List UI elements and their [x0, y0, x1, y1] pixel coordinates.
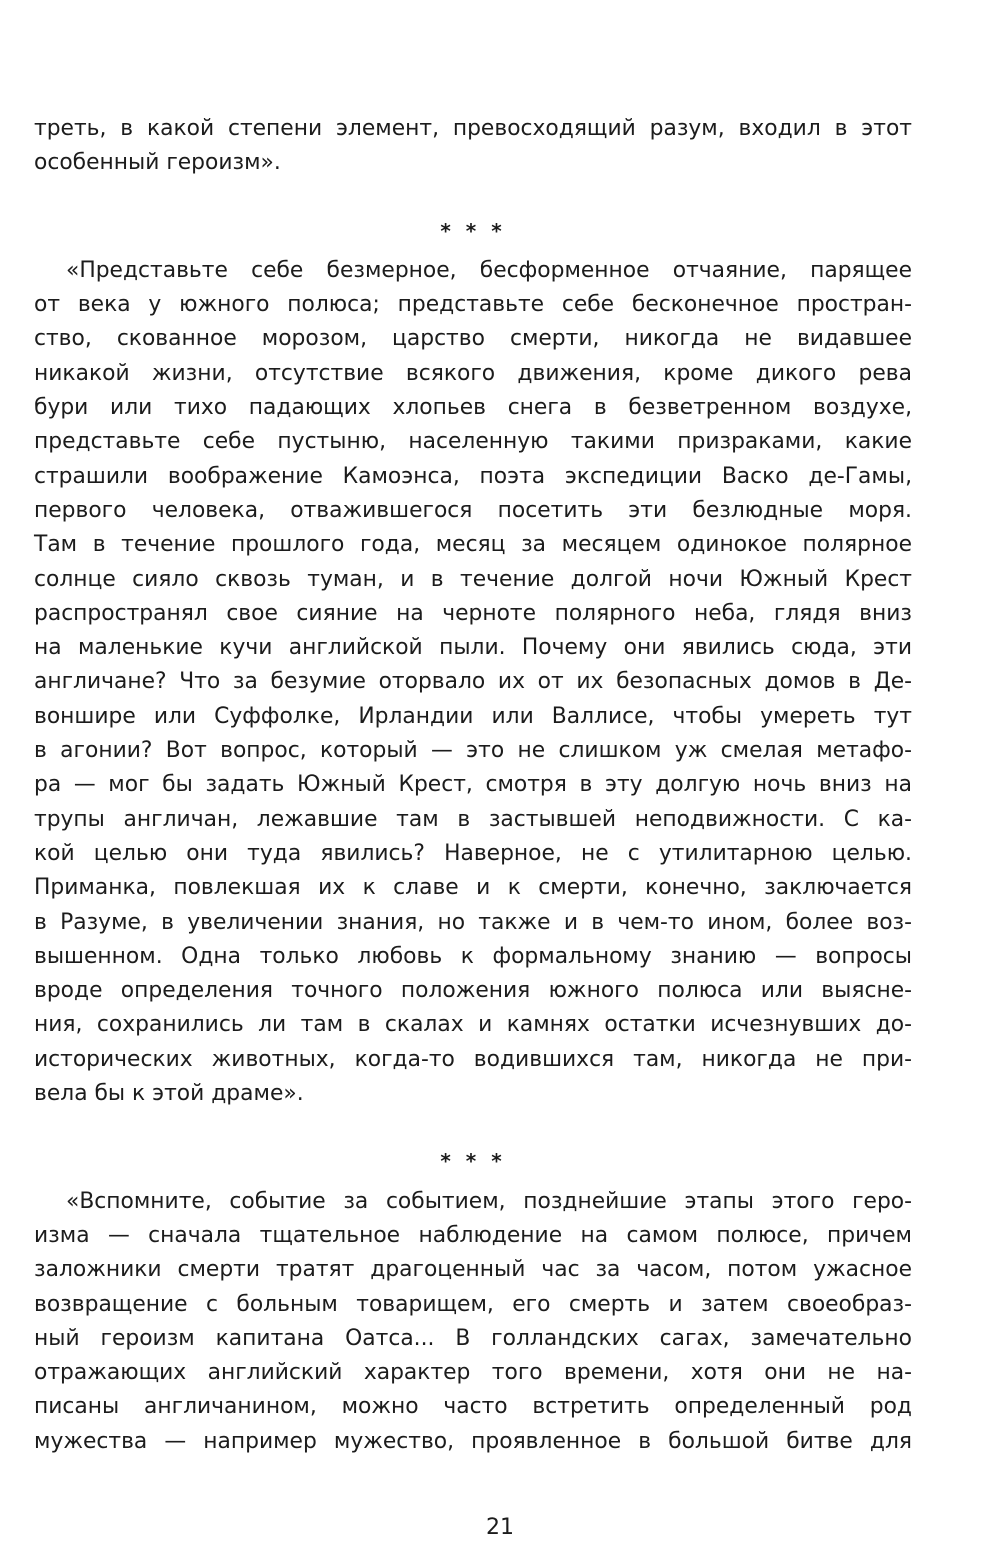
text-line: заложники смерти тратят драгоценный час за часом, потом ужасное [34, 1257, 912, 1283]
text-line: исторических животных, когда-то водившихся там, никогда не при- [34, 1046, 912, 1072]
text-line: вела бы к этой драме». [34, 1081, 304, 1107]
text-line: в агонии? Вот вопрос, который — это не слишком уж смелая метафо- [34, 738, 912, 764]
text-line: вышенном. Одна только любовь к формальному знанию — вопросы [34, 943, 912, 969]
text-line: бури или тихо падающих хлопьев снега в безветренном воздухе, [34, 395, 912, 421]
text-line: англичане? Что за безумие оторвало их от их безопасных домов в Де- [34, 669, 912, 695]
section-separator: * * * [440, 1149, 506, 1174]
text-line: изма — сначала тщательное наблюдение на самом полюсе, причем [34, 1222, 912, 1248]
text-line: воншире или Суффолке, Ирландии или Валлисе, чтобы умереть тут [34, 703, 912, 729]
text-line: возвращение с больным товарищем, его смерть и затем своеобраз- [34, 1291, 912, 1317]
text-line: Приманка, повлекшая их к славе и к смерти, конечно, заключается [34, 875, 912, 901]
text-line: «Вспомните, событие за событием, позднейшие этапы этого геро- [66, 1188, 912, 1214]
text-line: треть, в какой степени элемент, превосходящий разум, входил в этот [34, 116, 912, 141]
text-line: ния, сохранились ли там в скалах и камнях остатки исчезнувших до- [34, 1012, 912, 1038]
text-line: ра — мог бы задать Южный Крест, смотря в эту долгую ночь вниз на [34, 772, 912, 798]
page-body [34, 112, 912, 1459]
text-line: вроде определения точного положения южного полюса или выясне- [34, 978, 912, 1004]
text-line: «Представьте себе безмерное, бесформенное отчаяние, парящее [66, 257, 912, 283]
text-line: первого человека, отважившегося посетить эти безлюдные моря. [34, 497, 912, 523]
text-line: на маленькие кучи английской пыли. Почему они явились сюда, эти [34, 635, 912, 661]
text-line: писаны англичанином, можно часто встретить определенный род [34, 1394, 912, 1420]
text-line: страшили воображение Камоэнса, поэта экспедиции Васко де-Гамы, [34, 463, 912, 489]
text-line: от века у южного полюса; представьте себе бесконечное простран- [34, 292, 912, 318]
text-line: солнце сияло сквозь туман, и в течение долгой ночи Южный Крест [34, 566, 912, 592]
text-line: ство, скованное морозом, царство смерти, никогда не видавшее [34, 326, 912, 352]
text-line: представьте себе пустыню, населенную такими призраками, какие [34, 429, 912, 455]
text-line: особенный героизм». [34, 150, 281, 176]
paragraph-continuation [34, 112, 912, 181]
paragraph-quote-2 [34, 1185, 912, 1459]
paragraph-quote-1 [34, 254, 912, 1111]
text-line: никакой жизни, отсутствие всякого движения, кроме дикого рева [34, 360, 912, 386]
text-line: Там в течение прошлого года, месяц за месяцем одинокое полярное [34, 532, 912, 558]
text-line: распространял свое сияние на черноте полярного неба, глядя вниз [34, 600, 912, 626]
page-number: 21 [486, 1515, 514, 1540]
section-separator: * * * [440, 218, 506, 243]
text-line: в Разуме, в увеличении знания, но также и в чем-то ином, более воз- [34, 909, 912, 935]
text-line: отражающих английский характер того времени, хотя они не на- [34, 1360, 912, 1386]
text-line: мужества — например мужество, проявленное в большой битве для [34, 1428, 912, 1454]
text-line: кой целью они туда явились? Наверное, не с утилитарною целью. [34, 840, 912, 866]
text-line: трупы англичан, лежавшие там в застывшей неподвижности. С ка- [34, 806, 912, 832]
text-line: ный героизм капитана Оатса... В голландских сагах, замечательно [34, 1325, 912, 1351]
